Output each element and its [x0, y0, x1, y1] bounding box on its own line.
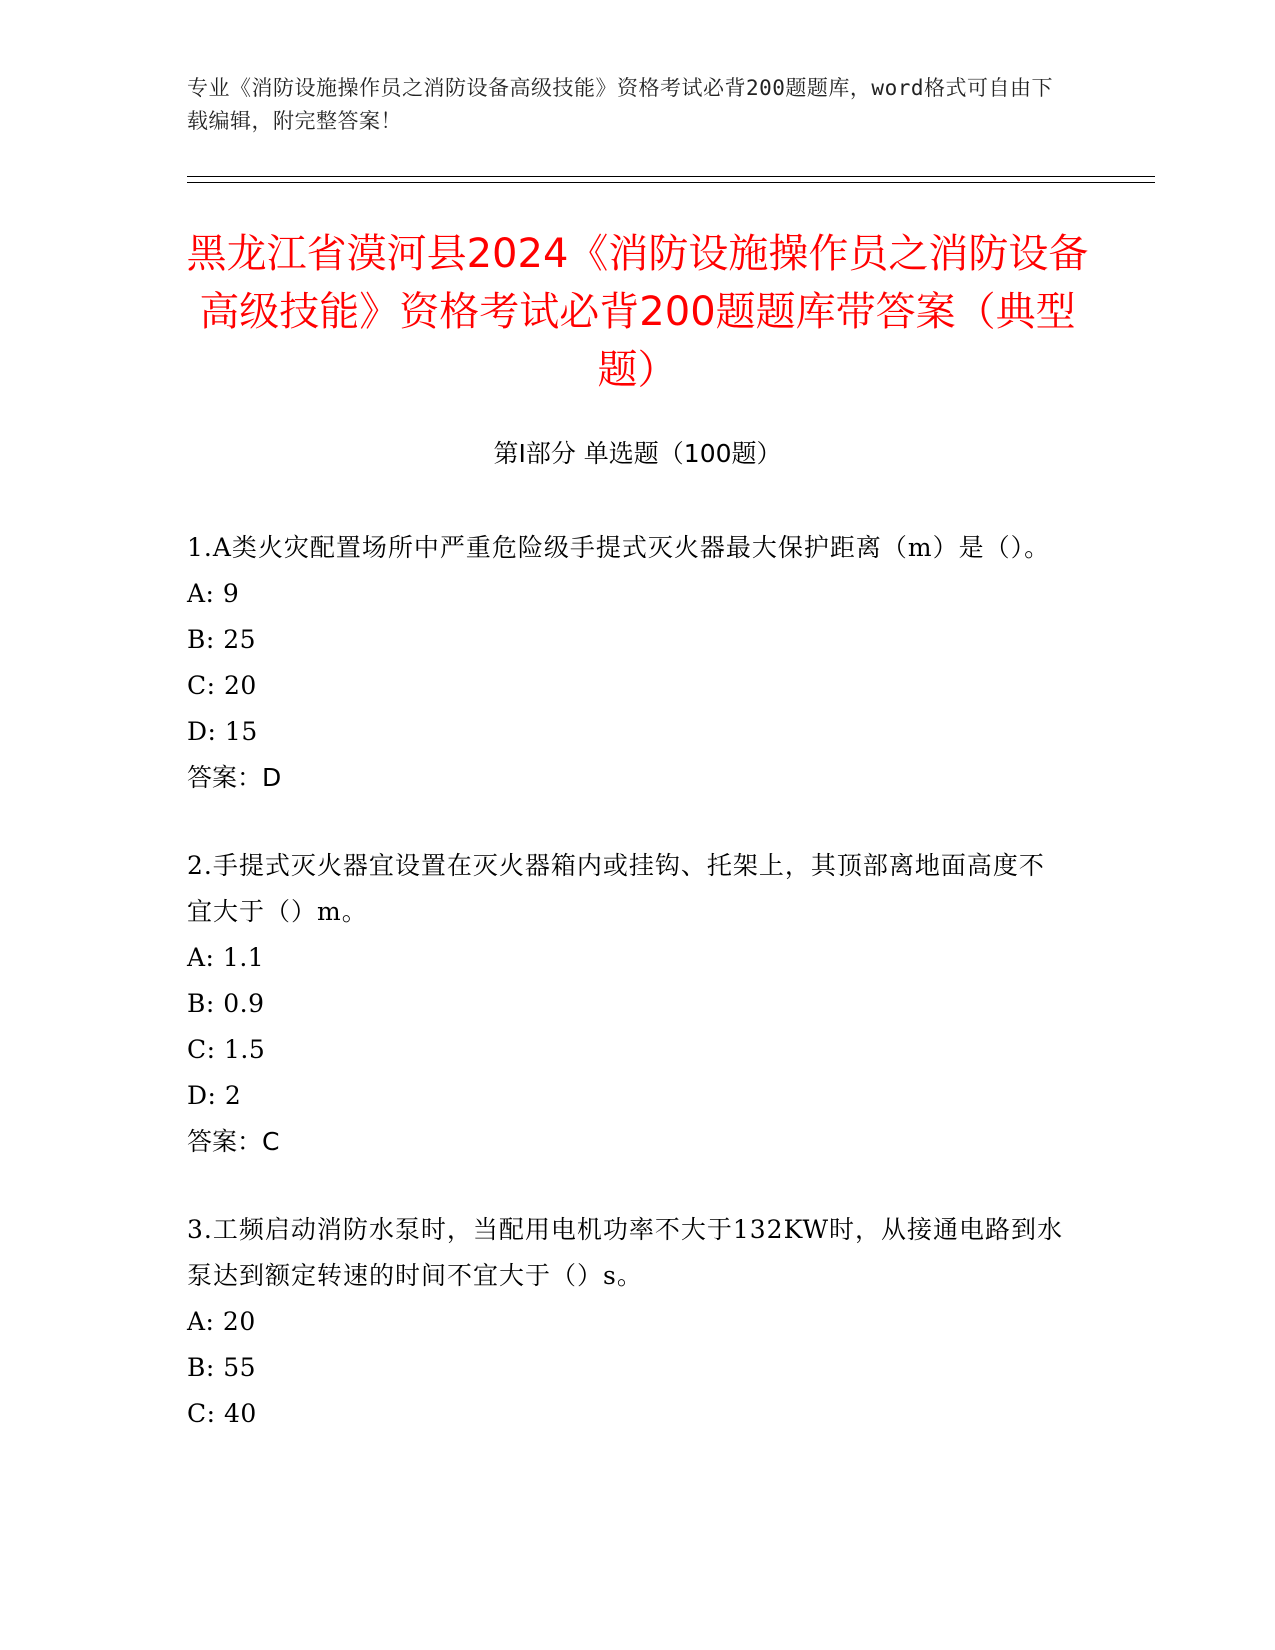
- option-a: A: 1.1: [187, 943, 265, 972]
- question-3: [187, 1207, 1067, 1437]
- option-c: C: 1.5: [187, 1035, 266, 1064]
- header-divider-line: [187, 176, 1155, 177]
- question-stem: 1.A类火灾配置场所中严重危险级手提式灭火器最大保护距离（m）是（）。: [187, 533, 1051, 562]
- header-note: 专业《消防设施操作员之消防设备高级技能》资格考试必背200题题库，word格式可自由下载编辑，附完整答案！: [187, 76, 1053, 133]
- answer-line: 答案：D: [187, 763, 282, 792]
- option-b: B: 25: [187, 625, 257, 654]
- question-1: [187, 525, 1067, 801]
- option-b: B: 0.9: [187, 989, 265, 1018]
- document-title: 黑龙江省漠河县2024《消防设施操作员之消防设备高级技能》资格考试必背200题题库带答案（典型题）: [186, 231, 1089, 393]
- option-c: C: 20: [187, 671, 257, 700]
- answer-line: 答案：C: [187, 1127, 280, 1156]
- question-stem: 2.手提式灭火器宜设置在灭火器箱内或挂钩、托架上，其顶部离地面高度不宜大于（）m。: [187, 851, 1045, 926]
- section-heading: 第Ⅰ部分 单选题（100题）: [493, 439, 782, 468]
- question-list: [187, 525, 1067, 1479]
- option-d: D: 15: [187, 717, 258, 746]
- question-stem: 3.工频启动消防水泵时，当配用电机功率不大于132KW时，从接通电路到水泵达到额定转速的时间不宜大于（）s。: [187, 1215, 1064, 1290]
- question-2: [187, 843, 1067, 1165]
- option-c: C: 40: [187, 1399, 257, 1428]
- option-a: A: 20: [187, 1307, 256, 1336]
- option-d: D: 2: [187, 1081, 242, 1110]
- header-divider-line-secondary: [187, 182, 1155, 183]
- option-a: A: 9: [187, 579, 240, 608]
- option-b: B: 55: [187, 1353, 257, 1382]
